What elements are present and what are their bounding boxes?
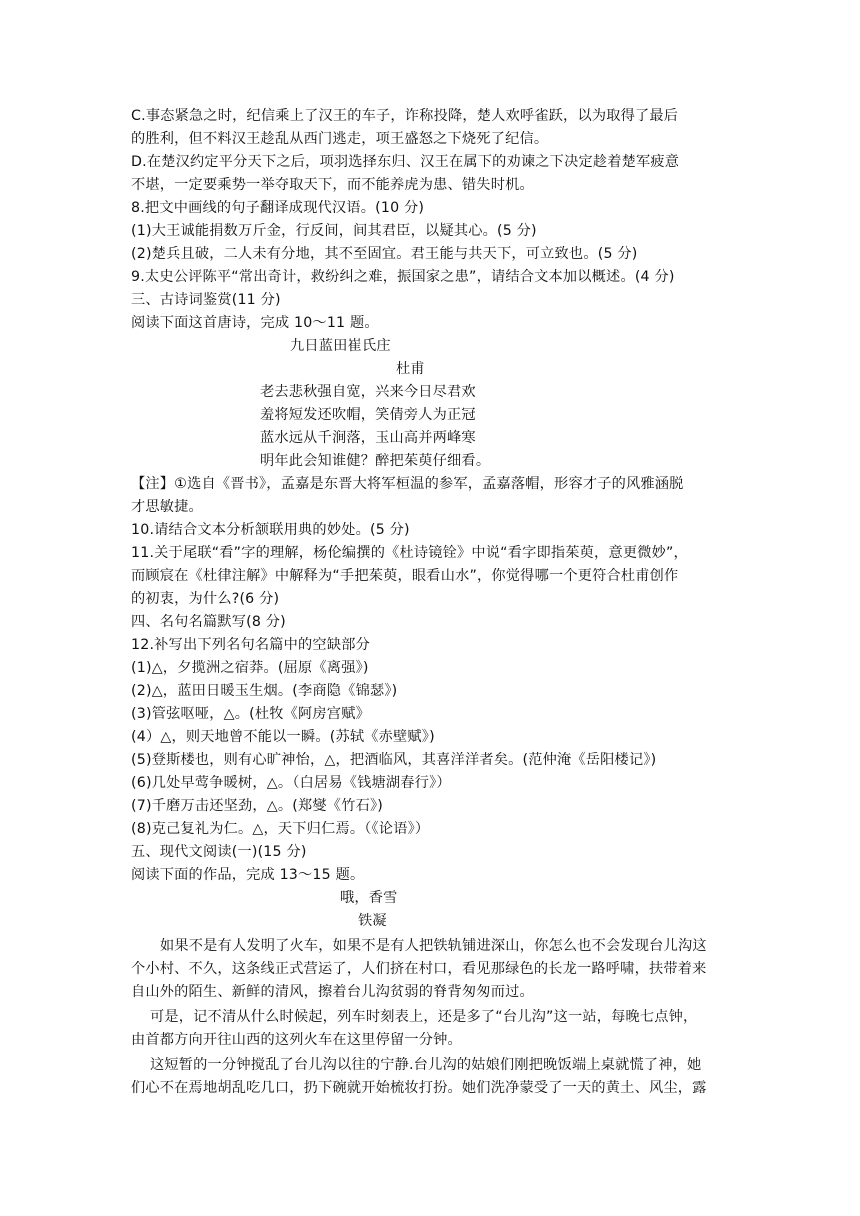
paragraph-line: 可是，记不清从什么时候起，列车时刻表上，还是多了“台儿沟”这一站，每晚七点钟， [150, 1009, 698, 1025]
poem-title: 九日蓝田崔氏庄 [290, 338, 391, 354]
question-heading: 10.请结合文本分析颔联用典的妙处。(5 分) [131, 522, 410, 538]
text-line: 的初衷，为什么?(6 分) [131, 591, 280, 607]
paragraph-line: 如果不是有人发明了火车，如果不是有人把铁轨铺进深山，你怎么也不会发现台儿沟这 [160, 938, 707, 954]
text-line: 阅读下面的作品，完成 13～15 题。 [131, 867, 365, 883]
text-line: (1)△，夕揽洲之宿莽。(屈原《离强》) [131, 660, 369, 676]
story-title: 哦，香雪 [340, 890, 398, 906]
question-heading: 9.太史公评陈平“常出奇计，救纷纠之难，振国家之患”，请结合文本加以概述。(4 分) [131, 269, 675, 285]
paragraph-line: 由首都方向开往山西的这列火车在这里停留一分钟。 [131, 1032, 462, 1048]
story-author: 铁凝 [358, 913, 387, 929]
text-line: 阅读下面这首唐诗，完成 10～11 题。 [131, 315, 379, 331]
text-line: (6)几处早莺争暖树，△。（白居易《钱塘湖春行》） [131, 775, 451, 791]
text-line: D.在楚汉约定平分天下之后，项羽选择东归、汉王在属下的劝谏之下决定趁着楚军疲意 [131, 154, 680, 170]
note-line: 才思敏捷。 [131, 499, 203, 515]
text-line: (4）△，则天地曾不能以一瞬。(苏轼《赤壁赋》) [131, 729, 435, 745]
paragraph-line: 个小村、不久，这条线正式营运了，人们挤在村口，看见那绿色的长龙一路呼啸，扶带着来 [131, 961, 707, 977]
paragraph-line: 自山外的陌生、新鲜的清风，擦着台儿沟贫弱的脊背匆匆而过。 [131, 984, 534, 1000]
text-line: (8)克己复礼为仁。△，天下归仁焉。（《论语》） [131, 821, 430, 837]
text-line: (3)管弦呕哑，△。(杜牧《阿房宫赋》 [131, 706, 370, 722]
text-line: 的胜利，但不料汉王趁乱从西门逃走，项王盛怒之下烧死了纪信。 [131, 131, 549, 147]
text-line: (2)△，蓝田日暖玉生烟。(李商隐《锦瑟》) [131, 683, 398, 699]
poem-line: 羞将短发还吹帽，笑倩旁人为正冠 [260, 407, 476, 423]
text-line: (7)千磨万击还坚劲，△。(郑燮《竹石》) [131, 798, 383, 814]
poem-line: 蓝水远从千涧落，玉山高并两峰寒 [260, 430, 476, 446]
text-line: (5)登斯楼也，则有心旷神怡，△，把酒临风，其喜洋洋者矣。(范仲淹《岳阳楼记》) [131, 752, 657, 768]
text-line: (2)楚兵且破，二人未有分地，其不至固宜。君王能与共天下，可立致也。(5 分) [131, 246, 638, 262]
paragraph-line: 这短暂的一分钟搅乱了台儿沟以往的宁静.台儿沟的姑娘们刚把晚饭端上桌就慌了神，她 [150, 1057, 702, 1073]
section-heading: 三、古诗词鉴赏(11 分) [131, 292, 281, 308]
section-heading: 四、名句名篇默写(8 分) [131, 614, 286, 630]
question-heading: 8.把文中画线的句子翻译成现代汉语。(10 分) [131, 200, 425, 216]
text-line: 而顾宸在《杜律注解》中解释为“手把茱萸，眼看山水”，你觉得哪一个更符合杜甫创作 [131, 568, 679, 584]
text-line: 不堪，一定要乘势一举夺取天下，而不能养虎为患、错失时机。 [131, 177, 534, 193]
question-heading: 12.补写出下列名句名篇中的空缺部分 [131, 637, 370, 653]
poem-line: 老去悲秋强自宽，兴来今日尽君欢 [260, 384, 476, 400]
question-heading: 11.关于尾联“看”字的理解，杨伦编撰的《杜诗镜铨》中说“看字即指茱萸，意更微妙”， [131, 545, 688, 561]
paragraph-line: 们心不在焉地胡乱吃几口，扔下碗就开始梳妆打扮。她们洗净蒙受了一天的黄土、风尘，露 [131, 1080, 707, 1096]
section-heading: 五、现代文阅读(一)(15 分) [131, 844, 307, 860]
poem-author: 杜甫 [396, 361, 425, 377]
text-line: C.事态紧急之时，纪信乘上了汉王的车子，诈称投降，楚人欢呼雀跃，以为取得了最后 [131, 108, 679, 124]
note-line: 【注】①选自《晋书》，孟嘉是东晋大将军桓温的参军，孟嘉落帽，形容才子的风雅涵脱 [131, 476, 684, 492]
poem-line: 明年此会知谁健？醉把茱萸仔细看。 [260, 453, 491, 469]
text-line: (1)大王诚能捐数万斤金，行反间，间其君臣，以疑其心。(5 分) [131, 223, 537, 239]
